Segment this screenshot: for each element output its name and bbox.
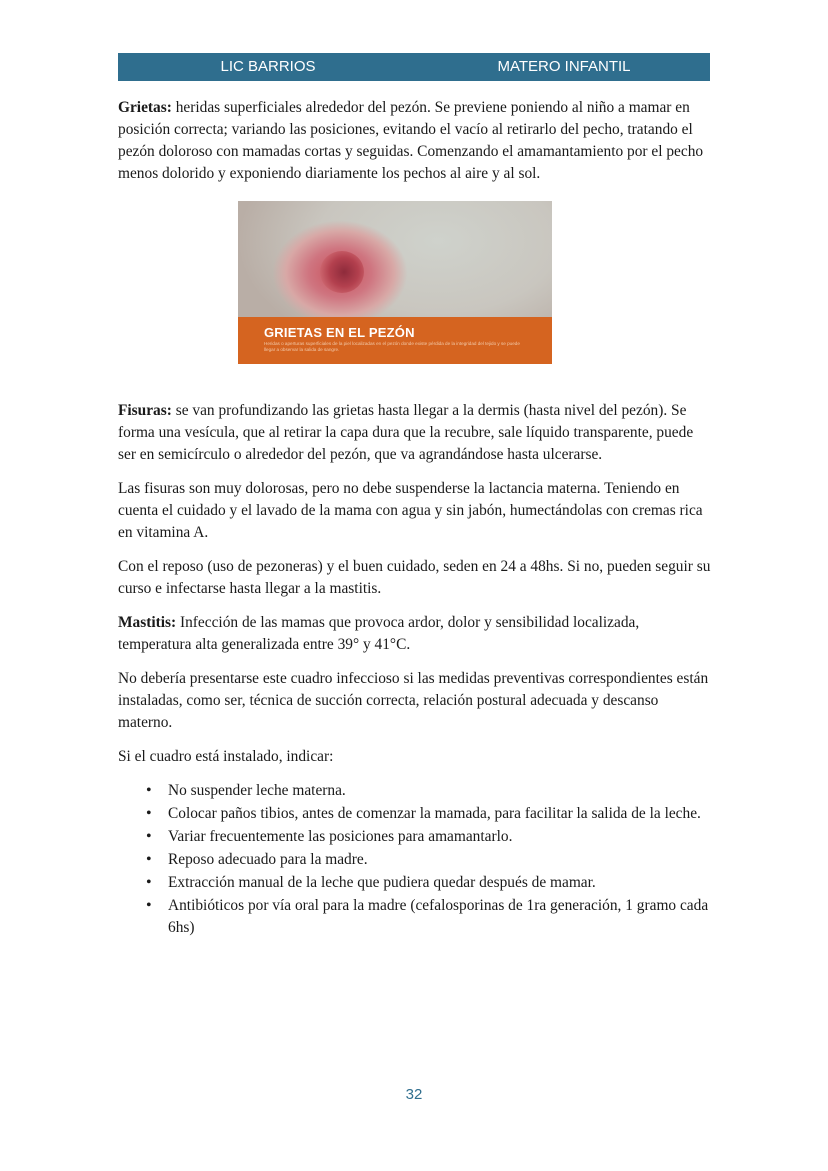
list-item: • Variar frecuentemente las posiciones para amamantarlo. [146,826,712,848]
header-author: LIC BARRIOS [220,58,316,75]
list-item: • Colocar paños tibios, antes de comenzar la mamada, para facilitar la salida de la leche. [146,803,712,825]
figure-grietas-image [238,201,552,364]
page-header [118,53,710,81]
text-grietas: heridas superficiales alrededor del pezón. Se previene poniendo al niño a mamar en posición correcta; variando las posiciones, evitando el vacío al retirarlo del pecho, tratando el pezón doloroso con mamadas cortas y seguidas. Comenzando el amamantamiento por el pecho menos dolorido y exponiendo diariamente los pechos al aire y al sol. [118,99,704,182]
figure-banner [238,317,552,364]
paragraph-indicar: Si el cuadro está instalado, indicar: [118,748,334,765]
list-item: • No suspender leche materna. [146,780,712,802]
figure-title: GRIETAS EN EL PEZÓN [264,325,415,340]
treatment-list [118,780,712,939]
paragraph-prevencion: No debería presentarse este cuadro infeccioso si las medidas preventivas correspondientes están instaladas, como ser, técnica de succión correcta, relación postural adecuada y descanso materno. [118,670,709,731]
page-content [118,97,712,940]
paragraph-fisuras-care: Las fisuras son muy dolorosas, pero no debe suspenderse la lactancia materna. Teniendo en cuenta el cuidado y el lavado de la mama con agua y sin jabón, humectándolas con cremas rica en vitamina A. [118,480,703,541]
figure-photo [238,201,552,317]
list-item: • Extracción manual de la leche que pudiera quedar después de mamar. [146,872,712,894]
paragraph-reposo: Con el reposo (uso de pezoneras) y el buen cuidado, seden en 24 a 48hs. Si no, pueden seguir su curso e infectarse hasta llegar a la mastitis. [118,558,711,597]
paragraph-grietas [118,97,712,185]
list-item: • Antibióticos por vía oral para la madre (cefalosporinas de 1ra generación, 1 gramo cada 6hs) [146,895,712,939]
term-mastitis: Mastitis: [118,614,177,631]
text-fisuras: se van profundizando las grietas hasta llegar a la dermis (hasta nivel del pezón). Se forma una vesícula, que al retirar la capa dura que la recubre, sale líquido transparente, puede ser en semicírculo o alrededor del pezón, que va agrandándose hasta ulcerarse. [118,402,694,463]
list-item: • Reposo adecuado para la madre. [146,849,712,871]
text-mastitis: Infección de las mamas que provoca ardor, dolor y sensibilidad localizada, temperatura alta generalizada entre 39° y 41°C. [118,614,640,653]
paragraph-fisuras [118,400,712,466]
header-subject: MATERO INFANTIL [497,58,631,75]
page-number: 32 [405,1086,423,1103]
figure-subtitle: Heridas o aperturas superficiales de la piel localizadas en el pezón donde existe pérdida de la integridad del tejido y se puede llegar a observar la salida de sangre. [264,341,520,352]
figure-photo-detail [320,251,364,293]
term-fisuras: Fisuras: [118,402,172,419]
paragraph-mastitis [118,612,712,656]
term-grietas: Grietas: [118,99,172,116]
